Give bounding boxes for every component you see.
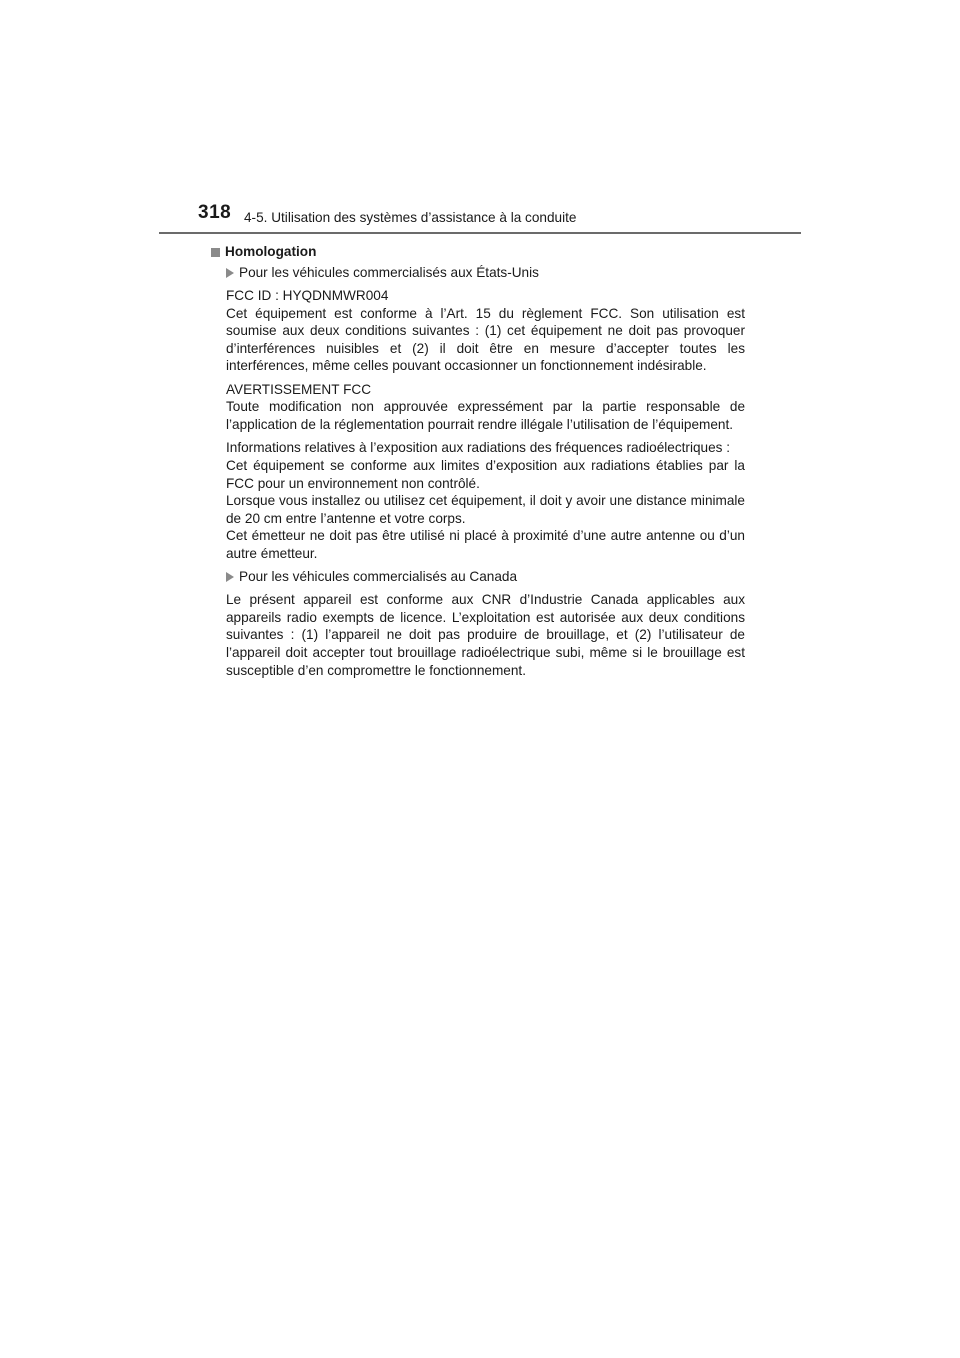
paragraph-line: FCC ID : HYQDNMWR004 bbox=[226, 288, 389, 303]
section-heading-text: Homologation bbox=[225, 244, 317, 259]
page-header bbox=[0, 0, 960, 240]
triangle-bullet-icon bbox=[226, 268, 234, 278]
subheading-canada-text: Pour les véhicules commercialisés au Canada bbox=[239, 569, 518, 585]
subheading-usa-text: Pour les véhicules commercialisés aux États-Unis bbox=[239, 265, 539, 280]
subheading-canada bbox=[226, 568, 745, 586]
page-content bbox=[211, 243, 745, 685]
paragraph-line: Cet équipement se conforme aux limites d’exposition aux radiations établies par la FCC pour un environnement non contrôlé. bbox=[226, 457, 745, 491]
square-bullet-icon bbox=[211, 248, 220, 257]
paragraph-line: Informations relatives à l’exposition aux radiations des fréquences radioélectriques : bbox=[226, 440, 730, 456]
subheading-usa bbox=[226, 264, 745, 282]
fcc-id-paragraph bbox=[226, 287, 745, 375]
paragraph-line: Lorsque vous installez ou utilisez cet équipement, il doit y avoir une distance minimale de 20 cm entre l’antenne et votre corps. bbox=[226, 493, 745, 526]
paragraph-line: AVERTISSEMENT FCC bbox=[226, 381, 372, 397]
fcc-warning-paragraph bbox=[226, 381, 745, 434]
rf-exposure-paragraph bbox=[226, 439, 745, 562]
triangle-bullet-icon bbox=[226, 572, 234, 582]
page-number: 318 bbox=[198, 202, 232, 223]
header-divider bbox=[159, 232, 801, 234]
canada-paragraph bbox=[226, 591, 745, 679]
paragraph-line: Cet équipement est conforme à l’Art. 15 du règlement FCC. Son utilisation est soumise aux deux conditions suivantes : (1) cet équipement ne doit pas provoquer d’interférences nuisibles et (2) il doit être en mesure d’accepter toutes les interférences, même celles pouvant occasionner un fonctionnement indésirable. bbox=[226, 305, 745, 374]
paragraph-line: Cet émetteur ne doit pas être utilisé ni placé à proximité d’une autre antenne ou d’un autre émetteur. bbox=[226, 528, 745, 561]
chapter-title: 4-5. Utilisation des systèmes d’assistance à la conduite bbox=[244, 210, 577, 225]
paragraph-line: Toute modification non approuvée expressément par la partie responsable de l’application de la réglementation pourrait rendre illégale l’utilisation de l’équipement. bbox=[226, 399, 745, 432]
section-heading bbox=[211, 243, 745, 261]
paragraph-line: Le présent appareil est conforme aux CNR d’Industrie Canada applicables aux appareils radio exempts de licence. L’exploitation est autorisée aux deux conditions suivantes : (1) l’appareil ne doit pas produire de brouillage, et (2) l’utilisateur de l’appareil doit accepter tout brouillage radioélectrique subi, même si le brouillage est susceptible d’en compromettre le fonctionnement. bbox=[226, 592, 745, 678]
